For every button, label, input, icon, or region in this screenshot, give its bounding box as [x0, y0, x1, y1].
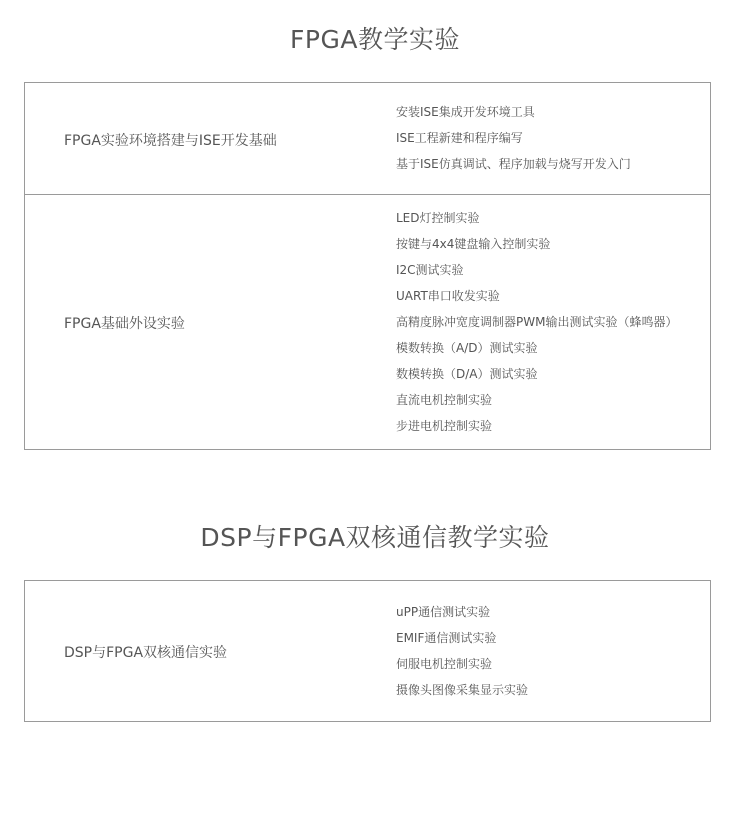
list-item: I2C测试实验	[396, 263, 464, 277]
category-label: FPGA实验环境搭建与ISE开发基础	[64, 133, 277, 149]
category-label: DSP与FPGA双核通信实验	[64, 645, 228, 661]
experiment-list	[396, 205, 677, 439]
table-row	[25, 194, 710, 449]
category-label: FPGA基础外设实验	[64, 316, 185, 332]
list-item: 高精度脉冲宽度调制器PWM输出测试实验（蜂鸣器）	[396, 315, 678, 329]
list-item: 直流电机控制实验	[396, 393, 493, 407]
list-item: 数模转换（D/A）测试实验	[396, 367, 538, 381]
list-item: 模数转换（A/D）测试实验	[396, 341, 538, 355]
list-item: 安装ISE集成开发环境工具	[396, 105, 535, 119]
list-item: uPP通信测试实验	[396, 605, 491, 619]
list-item: UART串口收发实验	[396, 289, 500, 303]
section-title-fpga: FPGA教学实验	[290, 25, 460, 54]
list-item: 按键与4x4键盘输入控制实验	[396, 237, 551, 251]
list-item: 步进电机控制实验	[396, 419, 493, 433]
experiment-list	[396, 99, 631, 177]
table-row	[25, 83, 710, 194]
list-item: 伺服电机控制实验	[396, 657, 493, 671]
experiment-list	[396, 599, 528, 703]
course-table-dsp-fpga	[24, 580, 711, 722]
list-item: 基于ISE仿真调试、程序加载与烧写开发入门	[396, 157, 631, 171]
list-item: EMIF通信测试实验	[396, 631, 497, 645]
list-item: ISE工程新建和程序编写	[396, 131, 523, 145]
course-table-fpga	[24, 82, 711, 450]
section-title-dsp-fpga: DSP与FPGA双核通信教学实验	[200, 523, 550, 552]
table-row	[25, 581, 710, 721]
list-item: 摄像头图像采集显示实验	[396, 683, 529, 697]
list-item: LED灯控制实验	[396, 211, 480, 225]
